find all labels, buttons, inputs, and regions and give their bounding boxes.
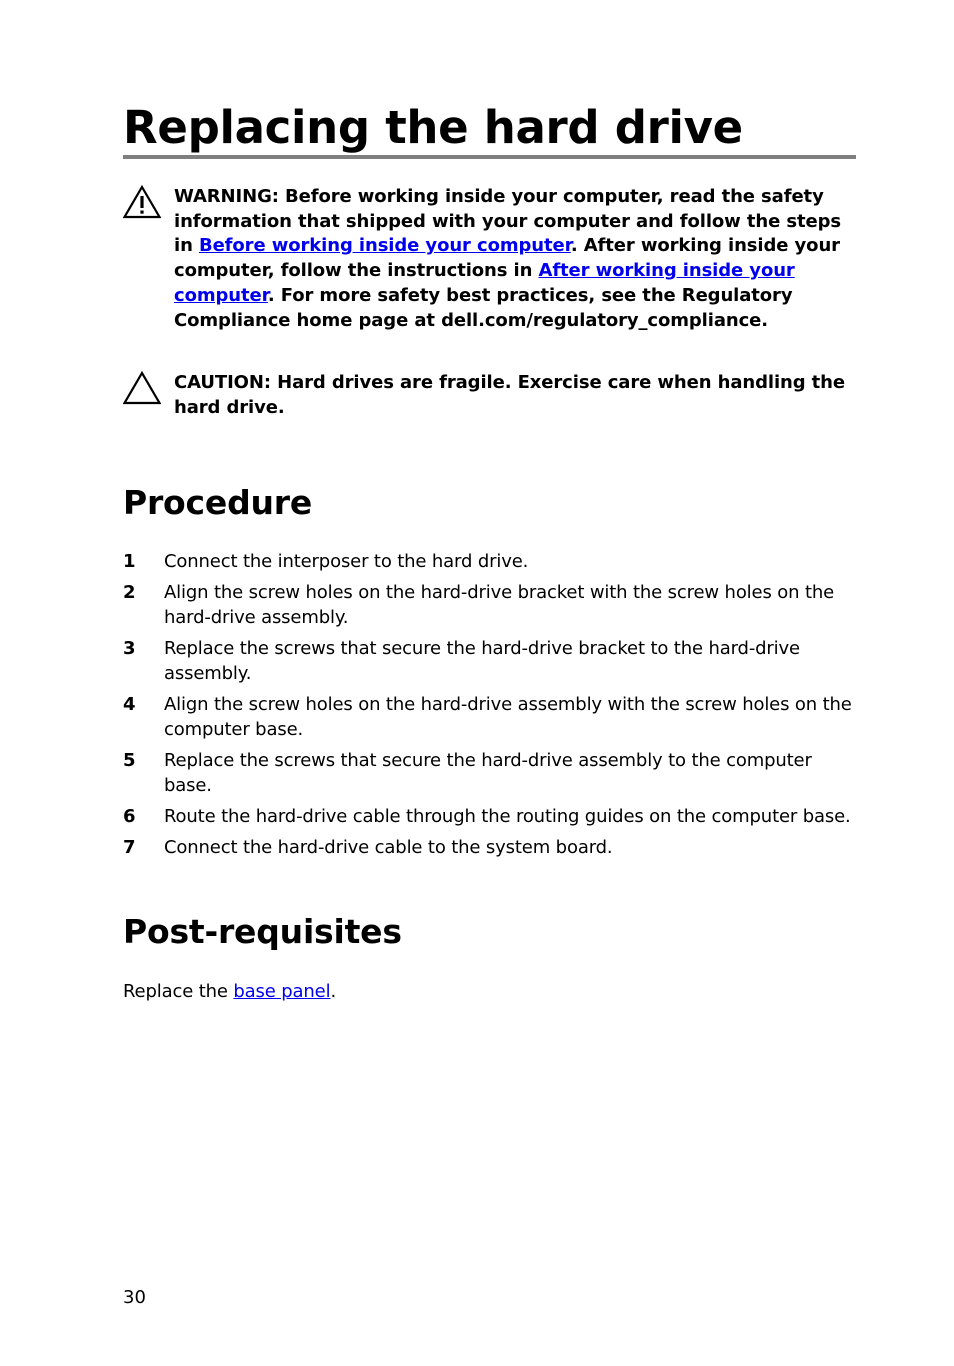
post-requisites-text-after: . bbox=[330, 981, 337, 1002]
step-text: Replace the screws that secure the hard-drive assembly to the computer base. bbox=[164, 749, 812, 796]
after-working-link[interactable]: After working inside your computer bbox=[174, 260, 795, 306]
warning-icon bbox=[123, 185, 161, 219]
page-number: 30 bbox=[123, 1287, 146, 1308]
procedure-heading: Procedure bbox=[123, 483, 313, 522]
step-text: Route the hard-drive cable through the routing guides on the computer base. bbox=[164, 805, 851, 827]
caution-text: CAUTION: Hard drives are fragile. Exercise care when handling the hard drive. bbox=[174, 372, 846, 418]
step-number: 3 bbox=[123, 638, 136, 660]
step-text: Replace the screws that secure the hard-drive bracket to the hard-drive assembly. bbox=[164, 638, 800, 684]
post-requisites-text bbox=[123, 979, 336, 1005]
step-item bbox=[123, 805, 853, 830]
post-requisites-heading: Post-requisites bbox=[123, 912, 402, 951]
step-number: 5 bbox=[123, 749, 136, 771]
step-text: Connect the hard-drive cable to the system board. bbox=[164, 837, 613, 859]
step-number: 6 bbox=[123, 805, 136, 827]
warning-text-part-3: . For more safety best practices, see the Regulatory Compliance home page at dell.com/regulatory_compliance. bbox=[174, 284, 793, 331]
post-requisites-text-before: Replace the bbox=[123, 981, 234, 1002]
step-item bbox=[123, 693, 853, 742]
step-text: Connect the interposer to the hard drive. bbox=[164, 551, 529, 572]
step-item bbox=[123, 581, 853, 630]
step-text: Align the screw holes on the hard-drive assembly with the screw holes on the computer base. bbox=[164, 694, 852, 740]
warning-text-part-1: WARNING: Before working inside your computer, read the safety information that shipped with your computer and follow the steps in bbox=[174, 186, 841, 257]
warning-text-part-2: . After working inside your computer, follow the instructions in bbox=[174, 235, 840, 282]
title-rule bbox=[123, 155, 856, 159]
before-working-link[interactable]: Before working inside your computer bbox=[198, 235, 571, 257]
step-item bbox=[123, 836, 853, 861]
step-item bbox=[123, 637, 853, 686]
step-item bbox=[123, 550, 853, 575]
procedure-steps bbox=[123, 550, 853, 867]
warning-text bbox=[174, 185, 849, 333]
step-item bbox=[123, 749, 853, 798]
page-title: Replacing the hard drive bbox=[123, 101, 743, 154]
base-panel-link[interactable]: base panel bbox=[233, 981, 331, 1002]
caution-icon bbox=[123, 371, 161, 405]
step-number: 1 bbox=[123, 551, 136, 572]
step-number: 7 bbox=[123, 837, 136, 859]
step-number: 4 bbox=[123, 694, 136, 716]
step-text: Align the screw holes on the hard-drive bracket with the screw holes on the hard-drive assembly. bbox=[164, 582, 835, 628]
step-number: 2 bbox=[123, 582, 136, 604]
